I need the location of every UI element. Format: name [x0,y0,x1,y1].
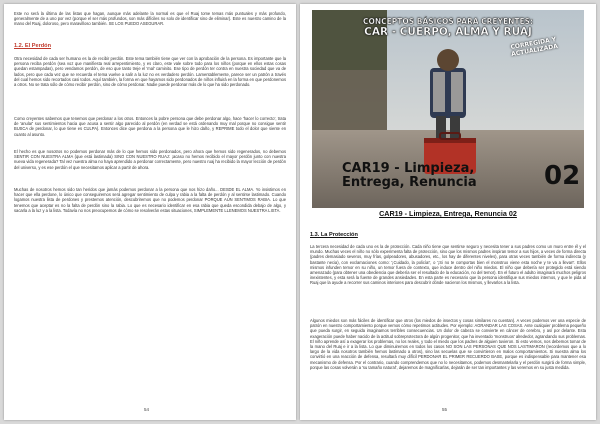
page-number: 55 [442,407,448,412]
left-page [4,4,296,420]
page-number: 54 [144,407,150,412]
cover-image [312,10,584,208]
paragraph: Algunos miedos son más fáciles de identificar que otros (los miedos de insectos y cosas similares no cuentan). A veces podemos ver una especie de patrón en nuestro comportamiento porque vemos cómo repetimos actitudes. Por ejemplo: AGRANDAR LAS COSAS. Ante cualquier problema pequeño que pueda surgir, en seguida imaginamos terribles consecuencias. Un dolor de cabeza se convierte en cáncer de cerebro, y así por delante. Esta exageración puede haber nacido de la actitud sobreprotectora de algún progenitor, que ha inventado 'monstruos' alrededor, agrandando sus problemas. El niño aprende así a exagerar los problemas, no los reales, y todo el miedo que los padres de alguien tuvieron. Si esto vemos, nos debemos tomar de la mano del Ruaj e ir a la lista. Lo que diminuiremos en todos los casos NO SON LAS PERSONAS QUE NOS LASTIMARON (recordemos que a lo largo de la vida nosotros también hemos lastimado a otros), sino las secuelas que se convirtieron en malos comportamientos. Si nuestra alma los convirtió en una reacción de defensa, resultará muy difícil PERDONAR EL PRIMER RECUERDO BASE, porque es indispensable para mantener esa mecanismo de defensa. Por el contrario, cuando comprendemos que no lo necesitamos, podemos desmantelarla y el perdón surgirá de forma simple, porque las cosas volverán a 'su tamaño natural', dejaremos de magnificarlas, dejarán de ser tan importantes y las veremos en su justa medida. [310,318,586,370]
paragraph: El hecho es que nosotros no podemos perdonar más de lo que hemos sido perdonados, pero ahora que hemos sido regenerados, no debemos SENTIR CON NUESTRA ALMA (que está lastimada) SINO CON NUESTRO RUAJ: ¡acaso no hemos recibido el mayor perdón junto con nuestra nueva vida regenerada? Tal vez nuestra alma no haya aprendido a perdonar correctamente, pero nuestro ruaj ha recibido la mayor lección de perdón del universo, y es ese perdón el que necesitamos aplicar a partir de ahora. [14,149,286,170]
cover-bottom-line2: Entrega, Renuncia [342,175,477,190]
right-page [300,4,596,420]
paragraph: Como creyentes sabemos que tenemos que perdonar a los otros. Entonces la pobre persona que debe perdonar algo, hace 'hacer lo correcto', trata de 'anular' sus sentimientos hacia que acusa a sentir algo parecido al perdón (en verdad se está ordenando muy mal porque no consigue sentir BUSCA de perdonar, lo que tiene es CULPA). Entonces dice que perdona a la persona que le hizo daño, y REPRIME todo el dolor que siente en cuanto al asunto. [14,116,286,137]
paragraph: La tercera necesidad de cada uno es la de protección. Cada niño tiene que sentirse seguro y necesita tener a sus padres como un muro entre él y el mundo. Muchas veces el niño no sólo experimenta falta de protección, sino que los mismos padres inspiran temor a sus hijos, a veces de forma directa (padres demasiado severos, muy frías, golpeadores, abusadores, etc., los hay de diferentes niveles), para otras veces también de forma indirecta (y bastante necia), con exclamaciones como: '¡Cuidado, la policía!', o '¡Si no te comportas bien el monstruo viene esta noche y te va a llevar!'. Ellos mismos infunden temor en su niño, un temor fuera de contexto, que induce dentro del niño miedos. El niño que debería ser protegido está siendo amenazado (para obtener una obediencia que debería ser el resultado de la educación, no del temor). En el futuro el adulto imaginará muchos peligros inexistentes, y esta será la fuente de grandes ansiedades. En esta parte es necesario que la persona identifique sus miedos internos, y que le pida al Ruaj que la ayude a recorrer sus caminos interiores para descubrir dónde nacieron los mismos, y llevarlos a la lista. [310,244,586,286]
chapter-title: CAR19 - Limpieza, Entrega, Renuncia 02 [379,209,517,218]
section-heading-proteccion: 1.3. La Protección [310,232,358,238]
paragraph: Otra necesidad de cada ser humano es la de recibir perdón. Este tema también tiene que ver con la aprobación de la persona. Es importante que la persona reciba perdón (sea voz que manifiesta real arrepentimiento, y es claro, este vale sobre todo para los niños (porque en ellos estas cosas quedan estampadas), pero vendamos perdón, de eso que tanto treje el 'mal' caminito. Ese tipo de perdón ter contra en nuestra sociedad que va de lados, pero que cada vez que se recuerda el tema vuelve a salir a la luz no es verdadero perdón. Lamentablemente, parece ser un patrón a través del cual hemos sido recortados casi todos. Aquí también, la forma en que hayamos sido perdonados de niños influirá en la forma en que perdonemos a otros. No se trata sólo de cómo recibir perdón, sino de cómo perdonar. Nadie puede perdonar más de lo que ha sido perdonado. [14,56,286,88]
cover-bottom-line1: CAR19 - Limpieza, [342,161,475,176]
intro-paragraph: Este no será la última de las listas que hagan, aunque más adelante la normal es que el Ruaj tome temas más puntuales y más profundo, generalmente de a uno por vez (porque el ser más profundos, son más difíciles no solo de identificar sino de eliminar). Este es nuestro camino de la mano del Ruaj, doloroso, pero maravilloso también. SE LOS PUEDO ASEGURAR. [14,11,286,27]
cover-title-line1: CONCEPTOS BÁSICOS PARA CREYENTES: [362,17,534,26]
cover-title-line2: CAR - CUERPO, ALMA Y RUAJ [364,26,532,38]
paragraph: Muchas de nosotros hemos sido tan heridos que jamás podemos perdonar a la persona que nos hizo daño... DESDE EL ALMA. Yo insistimos en hacer que ella perdone, lo único que conseguiremos será agregar sentimiento de culpa y rabia a la falta de perdón y al sentirse lastimado. Cuando logamos nuestra lista de perdones y prestemos atención, descubriremos que no podemos perdonar PORQUE AÚN SENTIMOS RABIA. Lo que tenemos que aceptar es no la falta de perdón sino la rabia. Lo que es necesario identificar en esa rabia que queda escondida debajo de algo, y sacarla a la luz y a la lista. Todavía no nos preocupemos de cómo se resolverán estas situaciones, SIMPLEMENTE LLENEMOS NUESTRA LISTA. [14,187,286,213]
section-heading-perdon: 1.2. El Perdón [14,43,51,49]
cover-bottom-title [342,162,477,190]
cover-subtitle: CORREGIDA Y ACTUALIZADA [510,36,559,58]
cover-chapter-number: 02 [544,161,581,191]
